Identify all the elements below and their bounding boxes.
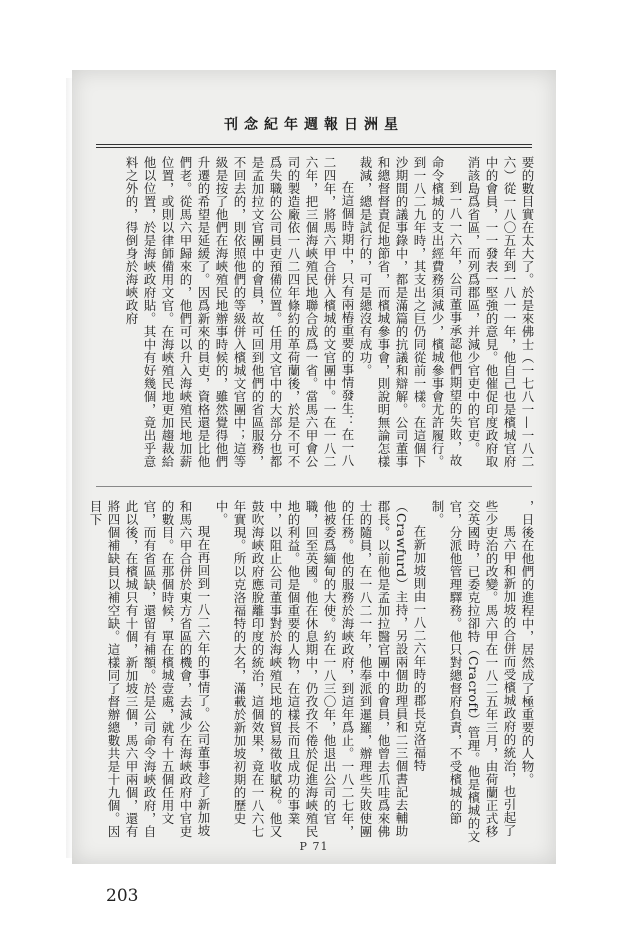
paragraph: 在這個時期中，只有兩樁重要的事情發生：在一八二四年，將馬六甲合併入檳城的文官團中。一在一八二六年，把三個海峽殖民地聯合成爲一省。當馬六甲會公司的製造廠依一八二四年條約的革荷蘭後，於是不可不爲失職的公司員吏預備位置。任用文官中的大部分也都是孟加拉文官團中的會員，故可回到他們的省區服務，不回去的，則依照他們的等級併入檳城文官團中；這等級是按了他們在海峽殖民地辦事時候的，雖然覺得他們升遷的希望是延緩了。因爲新來的員吏，資格還是比他們老。從馬六甲歸來的，他們可以升入海峽殖民地加薪位置，或則以律師備用文官。在海峽殖民地更加趨裁給他以位置，於是海峽政府貼。其中有好幾個，竟出乎意料之外的，得倒身於海峽政府 — [124, 156, 355, 468]
paragraph: 到一八一六年，公司董事承認他們期望的失敗，故命令檳城的支出經費務須減少，檳城參事會尤許履行。到一八二九年時，其支出之巨仍同從前一樣。在這個下沙期間的議事錄中，都是滿篇的抗議和辯解。公司董事和總督督責促地節省，而檳城參事會，則說明無論怎樣裁減，總是試行的，可是總沒有成功。 — [358, 156, 463, 468]
page-edge-shadow — [66, 78, 74, 858]
upper-text-block — [92, 156, 536, 476]
inner-page-mark: P 71 — [299, 840, 329, 853]
paragraph: 要的數目實在太大了。於是來佛士（一七八一—一八二六）從一八〇五年到一八一一年，他自己也是檳城官府中的會員，一一發表一堅強的意見。他催促印度政府取消該島爲省區，而列爲郡區，并減少官吏中的官吏。 — [466, 156, 535, 468]
scanned-page — [72, 70, 556, 864]
lower-text-block — [88, 500, 536, 844]
page-number: 203 — [106, 886, 139, 906]
paragraph: 在新加坡則由一八二六年時的郡長克洛福特（Crawfurd）主持，另設兩個助理員和二三個書記去輔助郡長。以前他是孟加拉醫官團中的會員，他曾去爪哇爲來佛士的隨員，在一八二一年，他奉派到暹羅，辦理些失敗使團的任務。他的服務於海峽政府，到這年爲止。一八二七年，他被委爲緬甸的大使。約在一八三〇年，他退出公司的官職，回至英國。他在休息期中，仍孜孜不倦於促進海峽殖民地的利益。他是個重要的人物，在這樣長而且成功的事業中，以阻止公司董事對於海峽殖民地的貿易徵收賦稅。他又鼓吹海峽政府應脫離印度的統治，這個效果，竟在一八六七年實現。所以克洛福特的大名，滿載於新加坡初期的歷史中。 — [214, 500, 427, 838]
header-rule — [96, 144, 532, 145]
paragraph: ，日後在他們的進程中，居然成了極重要的人物。 — [520, 500, 535, 786]
section-divider — [96, 486, 532, 487]
page-header — [72, 114, 556, 136]
paragraph: 現在再回到一八二六年的事情了。公司董事趁了新加坡和馬六甲合併於東方省區的機會，去減少在海峽政府中官吏的數目。在那個時候，單在檳城壹處，就有十五個任用文官，而有省區缺，還留有補額。於是公司命令海峽政府，自此以後，在檳城只有十個，新加坡三個，馬六甲兩個，還有將四個補缺員以補空缺。這樣同了督辦總數共是十九個。因目下 — [88, 500, 211, 838]
header-title: 星洲日報週年紀念刊 — [224, 117, 404, 133]
paragraph: 馬六甲和新加坡的合併而受檳城政府的統治，也引起了些少吏治的改變。馬六甲在一八二五年三月，由荷蘭正式移交英國時，已委克拉卻特（Cracroft）管理。他是檳城的文官，分派他管理驛務。他只對總督府負責，不受檳城的節制。 — [430, 500, 517, 844]
header-rule-double — [96, 147, 532, 148]
